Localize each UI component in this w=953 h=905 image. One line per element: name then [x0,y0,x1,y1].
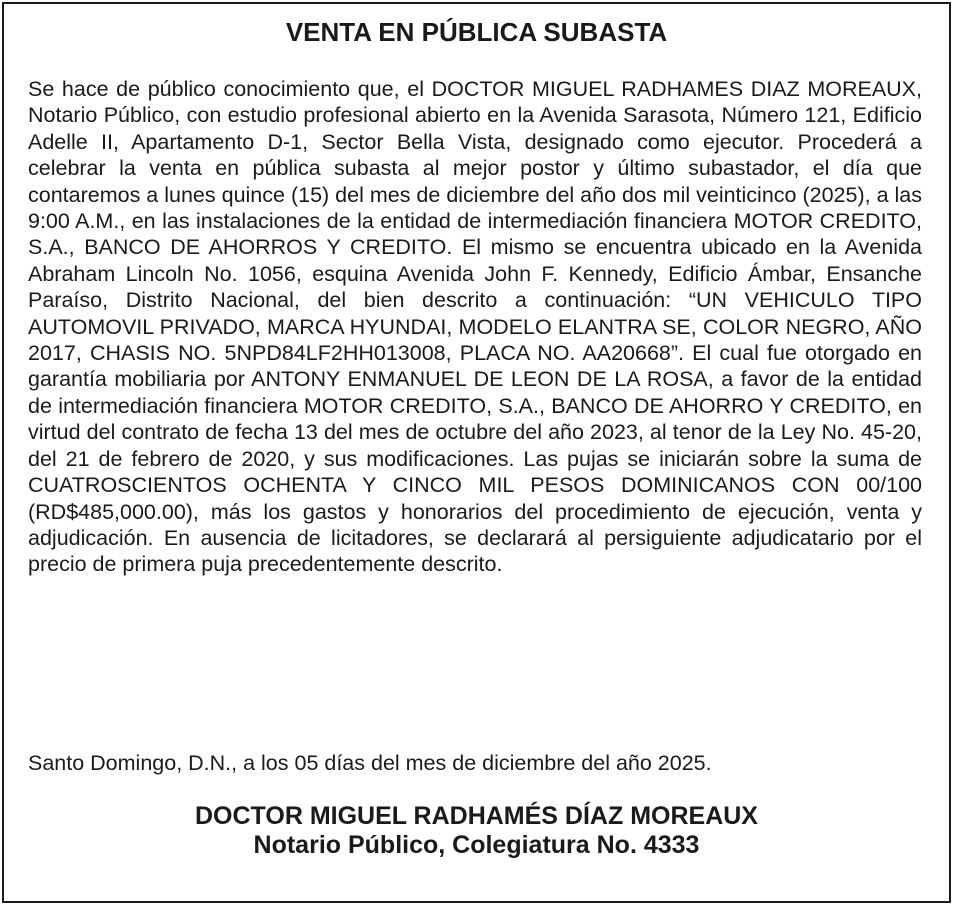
auction-notice [2,2,951,903]
signer-title: Notario Público, Colegiatura No. 4333 [253,831,700,859]
signer-name: DOCTOR MIGUEL RADHAMÉS DÍAZ MOREAUX [195,802,758,830]
notice-title: VENTA EN PÚBLICA SUBASTA [285,17,668,47]
signature-block [4,802,949,860]
notice-body: Se hace de público conocimiento que, el DOCTOR MIGUEL RADHAMES DIAZ MOREAUX, Notario Público, con estudio profesional abierto en la Avenida Sarasota, Número 121, Edificio Adelle II, Apartamento D-1, Sector Bella Vista, designado como ejecutor. Procederá a celebrar la venta en pública subasta al mejor postor y último subastador, el día que contaremos a lunes quince (15) del mes de diciembre del año dos mil veinticinco (2025), a las 9:00 A.M., en las instalaciones de la entidad de intermediación financiera MOTOR CREDITO, S.A., BANCO DE AHORROS Y CREDITO. El mismo se encuentra ubicado en la Avenida Abraham Lincoln No. 1056, esquina Avenida John F. Kennedy, Edificio Ámbar, Ensanche Paraíso, Distrito Nacional, del bien descrito a continuación: “UN VEHICULO TIPO AUTOMOVIL PRIVADO, MARCA HYUNDAI, MODELO ELANTRA SE, COLOR NEGRO, AÑO 2017, CHASIS NO. 5NPD84LF2HH013008, PLACA NO. AA20668”. El cual fue otorgado en garantía mobiliaria por ANTONY ENMANUEL DE LEON DE LA ROSA, a favor de la entidad de intermediación financiera MOTOR CREDITO, S.A., BANCO DE AHORRO Y CREDITO, en virtud del contrato de fecha 13 del mes de octubre del año 2023, al tenor de la Ley No. 45-20, del 21 de febrero de 2020, y sus modificaciones. Las pujas se iniciarán sobre la suma de CUATROSCIENTOS OCHENTA Y CINCO MIL PESOS DOMINICANOS CON 00/100 (RD$485,000.00), más los gastos y honorarios del procedimiento de ejecución, venta y adjudicación. En ausencia de licitadores, se declarará al persiguiente adjudicatario por el precio de primera puja precedentemente descrito. [28,77,922,577]
notice-date-line: Santo Domingo, D.N., a los 05 días del mes de diciembre del año 2025. [28,751,712,775]
